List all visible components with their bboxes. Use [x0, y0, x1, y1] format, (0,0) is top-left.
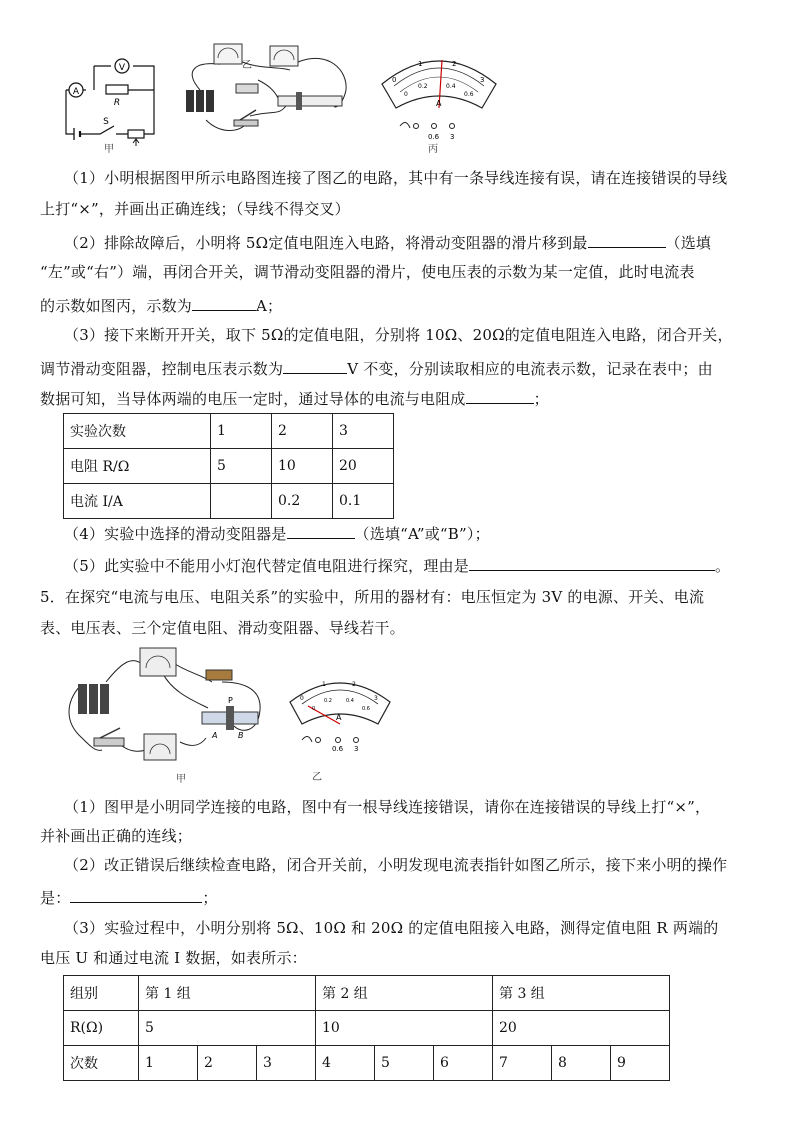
terminal-3: 3: [450, 133, 455, 141]
q4-part1-line2: 上打“×”，并画出正确连线；（导线不得交叉）: [40, 200, 350, 218]
q5-data-table: [63, 975, 670, 1081]
outer-scale-1: 1: [418, 60, 423, 68]
q5-outer-scale-0: 0: [300, 695, 304, 702]
q5-part2-line1: （2）改正错误后继续检查电路，闭合开关前，小明发现电流表指针如图乙所示，接下来小明的操作: [64, 856, 728, 874]
table-row: 组别 第 1 组 第 2 组 第 3 组: [64, 976, 670, 1011]
q4-part5-blank-reason[interactable]: [469, 554, 715, 571]
q4-part3-line2: 调节滑动变阻器，控制电压表示数为 V 不变，分别读取相应的电流表示数，记录在表中；由: [40, 357, 713, 379]
q4-part3-blank-voltage[interactable]: [283, 357, 347, 374]
figure-jia-circuit-diagram: [56, 52, 166, 154]
q5-outer-scale-3: 3: [374, 695, 378, 702]
figure-q5-jia-caption: 甲: [176, 774, 186, 785]
q5-inner-scale-04: 0.4: [346, 698, 354, 704]
resistor-label: R: [113, 98, 121, 108]
q5-intro-line1: 5．在探究“电流与电压、电阻关系”的实验中，所用的器材有：电压恒定为 3V 的电源、开关、电流: [40, 588, 705, 606]
outer-scale-2: 2: [452, 60, 457, 68]
q4-part2-blank-current[interactable]: [192, 294, 256, 311]
outer-scale-3: 3: [480, 76, 485, 84]
q5-intro-line2: 表、电压表、三个定值电阻、滑动变阻器、导线若干。: [40, 619, 405, 637]
q4-part2-line3: 的示数如图丙，示数为 A；: [40, 294, 282, 316]
q5-inner-scale-0: 0: [312, 706, 316, 712]
figure-yi-physical-circuit: [178, 40, 353, 138]
q5-terminal-3: 3: [354, 745, 359, 752]
q4-part2-line1: （2）排除故障后，小明将 5Ω定值电阻连入电路，将滑动变阻器的滑片移到最 （选填: [64, 231, 711, 253]
rheostat-p-label: P: [228, 696, 233, 705]
figure-jia-caption: 甲: [104, 144, 114, 155]
q4-part1-line1: （1）小明根据图甲所示电路图连接了图乙的电路，其中有一条导线连接有误，请在连接错误的导线: [64, 169, 728, 187]
q5-part3-line2: 电压 U 和通过电流 I 数据，如表所示：: [40, 949, 307, 967]
q5-part1-line1: （1）图甲是小明同学连接的电路，图中有一根导线连接错误，请你在连接错误的导线上打“×”，: [64, 798, 711, 816]
figure-bing-caption: 丙: [428, 144, 438, 155]
inner-scale-04: 0.4: [446, 83, 456, 90]
meter-unit: A: [436, 99, 442, 108]
q4-part4: （4）实验中选择的滑动变阻器是 （选填“A”或“B”）；: [64, 522, 490, 544]
q5-part2-blank-operation[interactable]: [70, 886, 202, 903]
q5-part1-line2: 并补画出正确的连线；: [40, 827, 193, 845]
voltmeter-symbol-label: V: [118, 63, 126, 73]
table-row: 次数 1 2 3 4 5 6 7 8 9: [64, 1046, 670, 1081]
q5-outer-scale-2: 2: [352, 681, 356, 688]
table-row: R(Ω) 5 10 20: [64, 1011, 670, 1046]
q5-terminal-06: 0.6: [332, 745, 344, 752]
q4-part2-blank-direction[interactable]: [588, 231, 666, 248]
q5-meter-unit: A: [336, 713, 342, 722]
inner-scale-02: 0.2: [418, 83, 428, 90]
q5-outer-scale-1: 1: [322, 681, 326, 688]
outer-scale-0: 0: [392, 76, 397, 84]
q4-part3-line3: 数据可知，当导体两端的电压一定时，通过导体的电流与电阻成 ；: [40, 387, 549, 409]
q4-data-table: [63, 413, 394, 519]
q5-inner-scale-02: 0.2: [324, 698, 332, 704]
table-row: 电阻 R/Ω 5 10 20: [64, 449, 394, 484]
figure-bing-ammeter-dial: [376, 46, 502, 142]
inner-scale-06: 0.6: [464, 91, 474, 98]
figure-q5-yi-caption: 乙: [312, 772, 322, 783]
figure-yi-caption: 乙: [242, 60, 252, 71]
q4-part3-blank-relation[interactable]: [466, 387, 534, 404]
rheostat-b-label: B: [238, 731, 244, 740]
rheostat-a-label: A: [212, 731, 218, 740]
table-row: 实验次数 1 2 3: [64, 414, 394, 449]
table-row: 电流 I/A 0.2 0.1: [64, 484, 394, 519]
q5-part2-line2: 是： ；: [40, 886, 218, 908]
figure-q5-jia-physical-circuit: [62, 642, 282, 772]
ammeter-symbol-label: A: [72, 87, 80, 97]
q5-inner-scale-06: 0.6: [362, 706, 370, 712]
q4-part4-blank-rheostat[interactable]: [287, 522, 355, 539]
inner-scale-0: 0: [404, 91, 408, 98]
terminal-06: 0.6: [428, 133, 440, 141]
q4-part3-line1: （3）接下来断开开关，取下 5Ω的定值电阻，分别将 10Ω、20Ω的定值电阻连入电路，闭合开关，: [64, 326, 733, 344]
q4-part2-line2: “左”或“右”）端，再闭合开关，调节滑动变阻器的滑片，使电压表的示数为某一定值，此时电流表: [40, 263, 695, 281]
switch-label: S: [103, 117, 109, 127]
figure-q5-yi-ammeter-dial: [286, 672, 394, 752]
q4-part5: （5）此实验中不能用小灯泡代替定值电阻进行探究，理由是 。: [64, 554, 730, 576]
q5-part3-line1: （3）实验过程中，小明分别将 5Ω、10Ω 和 20Ω 的定值电阻接入电路，测得定值电阻 R 两端的: [64, 919, 719, 937]
